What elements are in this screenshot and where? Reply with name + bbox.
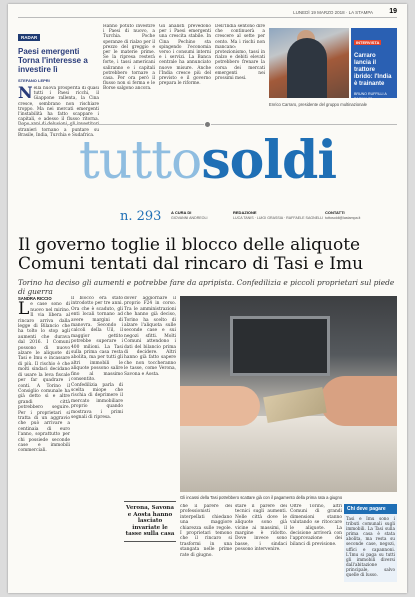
radar-tag: RADAR (18, 34, 40, 41)
article-column-5: stare il parere dei tecnici sugli aumenti. Nelle città dove le aliquote sono già vicine ai massimi, il margine è ridotto. Dove invece sono basse, i sindaci possono intervenire. (235, 504, 287, 553)
photo-counter (180, 416, 397, 492)
radar-dropcap: N (18, 86, 33, 102)
portrait-photo (269, 28, 349, 98)
info-box (344, 504, 397, 582)
article-column-2: Il blocco era stato introdotto per tre anni. Ora che è scaduto, gli enti locali tornano ad avere margini di manovra. Secondo i calcoli della Uil, il maggior gettito potrebbe superare i 400 milioni. La Tasi sulla prima casa resta abolita, ma per tutti gli altri immobili le aliquote possono salire fino al massimo consentito. Confedilizia parla di scelta miope che rischia di deprimere il mercato immobiliare proprio quando mostrava i primi segnali di ripresa. (71, 296, 123, 420)
masthead-part1: tutto (78, 131, 202, 191)
credit-staff: REDAZIONE LUCA TANIS · LUIGI GRASSIA · RAFFAELE SAGNELLI (233, 210, 324, 220)
photo-hand-left (180, 386, 260, 426)
article-column-1: SANDRA RICCIO L e case sono di nuovo nel mirino. Il via libera al rincaro arriva dalla legge di Bilancio che ha tolto lo stop agli aumenti che durava dal 2016. I Comuni possono di nuovo alzare le aliquote di Tasi e Imu e incassare di più. Il rischio è che molti sindaci decidano di usare la leva fiscale per far quadrare i conti. A Torino il Consiglio comunale ha già detto sì e altre grandi città potrebbero seguire. Per i proprietari si tratta di un aggravio che può arrivare a centinaia di euro l'anno, soprattutto per chi possiede seconde case e immobili commerciali. (18, 296, 70, 454)
header-date: LUNEDÌ 19 MARZO 2018 · LA STAMPA (293, 10, 373, 15)
portrait-caption: Enrico Carraro, presidente del gruppo multinazionale (269, 102, 367, 107)
radar-column-4: Dell'India sentono dire che continuerà a crescere al sette per cento. Ma i rischi non mancano: protezionismo, tassi in rialzo e debiti elevati potrebbero frenare la corsa dei mercati emergenti nei prossimi mesi. (215, 24, 265, 82)
main-headline: Il governo toglie il blocco delle aliquote Comuni tentati dal rincaro di Tasi e Imu (18, 235, 364, 274)
info-box-title: Chi deve pagare (344, 504, 397, 514)
article-column-6: Oltre Torino, altri Comuni di grandi dimensioni stanno valutando se ritoccare le aliquote. La decisione arriverà con l'approvazione dei bilanci di previsione. (290, 504, 342, 547)
radar-column (18, 24, 99, 144)
section-masthead (8, 130, 407, 192)
main-subheadline: Torino ha deciso gli aumenti e potrebbe fare da apripista. Confedilizia e piccoli proprietari sul piede di guerra (18, 278, 395, 296)
masthead-dot (204, 121, 211, 128)
pull-quote: Verona, Savona e Aosta hanno lasciato invariate le tasse sulla casa (124, 501, 176, 542)
article-dropcap: L (18, 299, 30, 320)
portrait-body (287, 38, 327, 98)
interview-box[interactable] (351, 28, 397, 101)
radar-text: Nella nuova prosperità di quasi tutti i Paesi ricchi, il Giappone rallenta, la Cina cresce, sembrano non rischiare troppo. Ma nei mercati emergenti l'instabilità ha fatto scappare i capitali, e adesso il flusso ritorna. stranieri tornano a puntare su Brasile, India, Turchia e Sudafrica. (18, 86, 99, 138)
radar-title: Paesi emergenti Torna l'interesse a investire lì (18, 47, 88, 74)
newspaper-page (8, 4, 407, 593)
article-author: SANDRA RICCIO (18, 296, 52, 301)
interview-byline: BRUNO RUFFILLI A PAGINA 22 (354, 92, 387, 101)
radar-column-2: Hanno potuto investire i Paesi di nuovo, a Turchia. Poche speranze di rialzo per il prezzo del greggio e per le materie prime. Se la ripresa resterà forte, i tassi americani saliranno e i capitali potrebbero tornare a casa. Per ora però il flusso non si ferma e le Borse salgono ancora. (103, 24, 155, 92)
radar-column-3: Gli analisti prevedono per i Paesi emergenti una crescita stabile. In Cina Pechino sta spingendo l'economia verso i consumi interni e i servizi. La Banca centrale ha annunciato nuove misure. Anche l'India cresce più del previsto e il governo prepara le riforme. (159, 24, 211, 87)
interview-title: Carraro lancia il trattore ibrido: l'India è trainante (354, 53, 392, 87)
issue-number: n. 293 (120, 209, 162, 224)
article-column-4: che il parere dei professionisti interpellati chiedano una maggiore chiarezza sulle regole. I proprietari temono che il rincaro si trasformi in una stangata nelle prime rate di giugno. (180, 504, 232, 558)
masthead-part2: soldi (201, 130, 337, 191)
photo-teller-window (230, 316, 330, 376)
info-box-text: Tasi e Imu sono i tributi comunali sugli immobili. La Tasi sulla prima casa è stata abolita, ma resta su seconde case, negozi, uffici e capannoni. L'Imu si paga su tutti gli immobili diversi dall'abitazione principale, salvo quelle di lusso. (346, 516, 395, 578)
article-column-3: dover aggiornare il proprio F24 in corso. Tra le amministrazioni che hanno già deciso, Torino ha scelto di alzare l'aliquota sulle seconde case e sui negozi sfitti. Molti Comuni attendono i dati del bilancio prima di decidere. Altri hanno già fatto sapere che non toccheranno le tasse, come Verona, Savona e Aosta. (124, 296, 176, 377)
page-number: 19 (389, 8, 397, 15)
main-photo (180, 296, 397, 492)
photo-hand-right (320, 376, 397, 426)
radar-author: STEFANO LEPRI (18, 78, 50, 83)
credit-contact[interactable]: CONTATTI tuttosoldi@lastampa.it (325, 210, 361, 220)
credit-editor: A CURA DI GIOVANNI ANDREOLI (171, 210, 208, 220)
running-header (18, 8, 397, 18)
interview-label: INTERVISTA (356, 40, 380, 45)
main-photo-caption: Gli incassi della Tasi potrebbero scattare già con il pagamento della prima rata a giugno (180, 495, 343, 500)
